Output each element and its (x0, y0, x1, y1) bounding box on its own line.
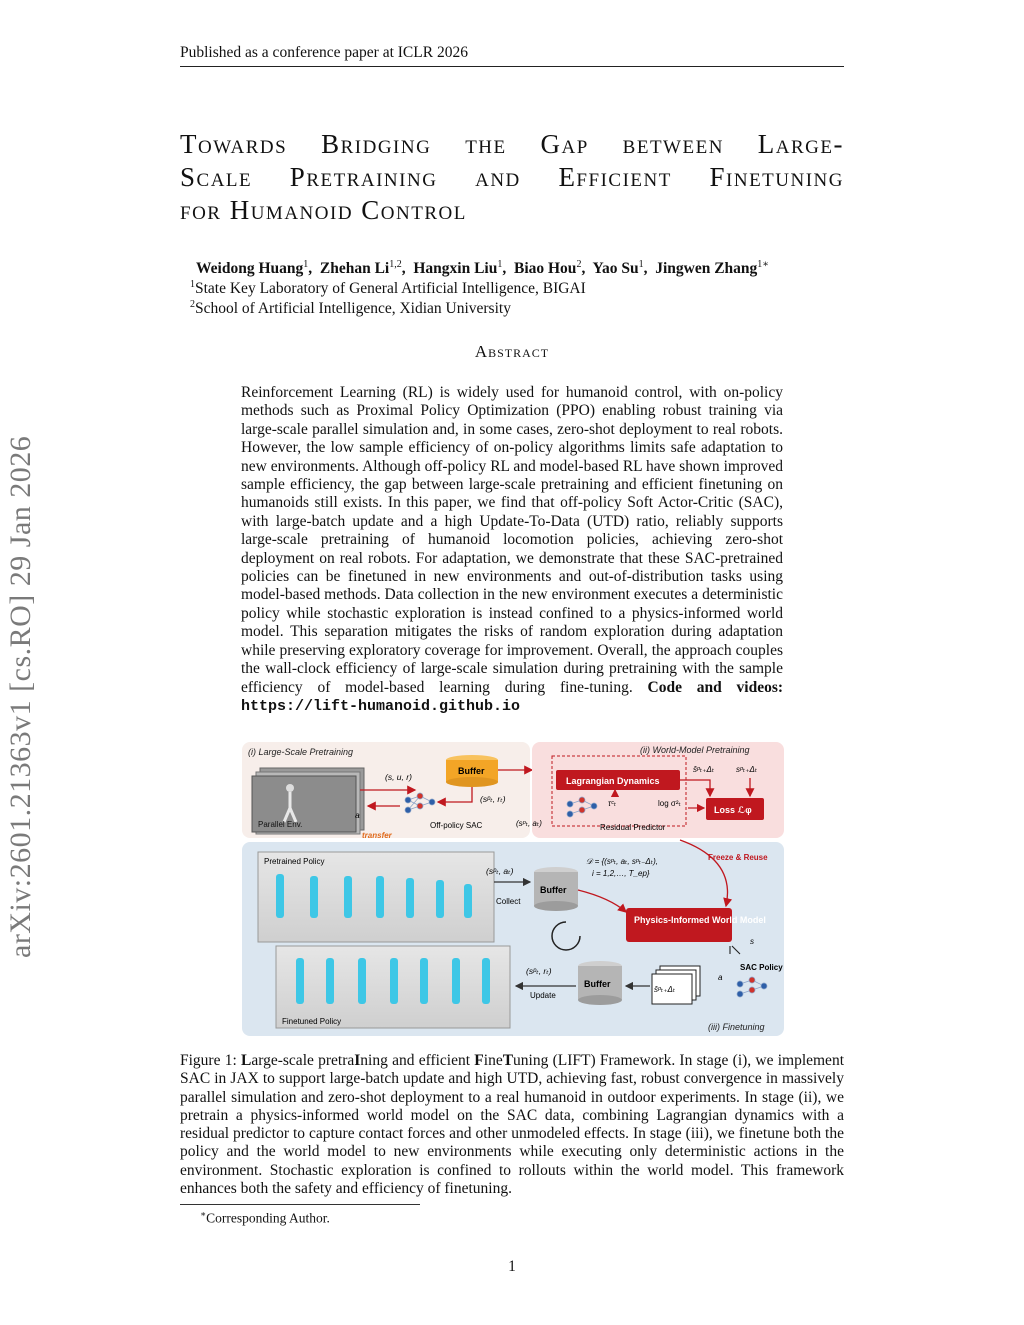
caption-name-part: ning and efficient (360, 1052, 475, 1069)
author-aff: 1,2 (389, 259, 402, 270)
world-model-label: Physics-Informed World Model (634, 915, 766, 925)
author-name: Zhehan Li (319, 260, 390, 278)
action-label: a (355, 810, 360, 820)
dataset-def-2: i = 1,2,…, T_ep} (592, 869, 650, 878)
code-label: Code and videos: (647, 678, 784, 696)
loss-label: Loss ℒφ (714, 805, 752, 815)
author-name: Biao Hou (513, 260, 577, 278)
abstract-body (241, 384, 783, 716)
stage3-label: (iii) Finetuning (708, 1022, 765, 1032)
update-label: Update (530, 991, 556, 1000)
caption-name-part: I (354, 1052, 361, 1069)
affiliation-mark: 1 (190, 279, 195, 290)
sur-label: (s, u, r) (385, 772, 412, 782)
author-aff: 2 (576, 259, 582, 270)
caption-name-part: L (241, 1052, 252, 1069)
title-line-3: for Humanoid Control (180, 195, 467, 225)
abstract-text: Reinforcement Learning (RL) is widely used for humanoid control, with on-policy methods such as Proximal Policy Optimization (PPO) enabling robust training via large-scale parallel simulation and, in some cases, zero-shot deployment to real robots. However, the low sample efficiency of on-policy algorithms limits safe adaptation to new environments. Although off-policy RL and model-based RL have shown improved sample efficiency, the gap between large-scale pretraining and efficient finetuning on humanoids still exists. In this paper, we find that off-policy Soft Actor-Critic (SAC), with large-batch update and a high Update-To-Data (UTD) ratio, reliably supports large-scale pretraining of humanoid locomotion policies, achieving zero-shot deployment on real robots. For adaptation, we demonstrate that these SAC-pretrained policies can be finetuned in new environments and out-of-distribution tasks using model-based methods. Data collection in the new environment executes a deterministic policy while stochastic exploration is instead confined to a physics-informed world model. This separation mitigates the risks of random exploration during adaptation while preserving exploratory coverage for improvement. Overall, the approach couples the wall-clock efficiency of large-scale simulation during pretraining with the sample efficiency of model-based learning during fine-tuning. (241, 384, 783, 696)
finetuned-policy-label: Finetuned Policy (282, 1017, 342, 1026)
caption-label: Figure 1: (180, 1052, 237, 1069)
affiliation-1 (190, 279, 586, 298)
stage1-label: (i) Large-Scale Pretraining (248, 747, 354, 757)
running-header: Published as a conference paper at ICLR 2026 (180, 44, 468, 61)
author-name: Yao Su (592, 260, 639, 278)
lagrangian-label: Lagrangian Dynamics (566, 776, 660, 786)
residual-label: Residual Predictor (600, 823, 666, 832)
header-rule (180, 66, 844, 67)
framework-figure (240, 740, 786, 1038)
author-aff: 1 (497, 259, 503, 270)
figure-diagram (240, 740, 786, 1038)
title-line-2: Scale Pretraining and Efficient Finetuning (180, 162, 844, 192)
abstract-heading: Abstract (474, 342, 550, 361)
author-name: Weidong Huang (196, 260, 304, 278)
title-line-1: Towards Bridging the Gap between Large- (180, 129, 844, 159)
spr-label: (sᵖₜ, rₜ) (480, 794, 506, 804)
caption-text: In stage (i), we implement SAC in JAX to support large-batch update and high UTD, achieving fast, robust convergence in massively parallel simulation and zero-shot deployment to a real humanoid in outdoor experiments. In stage (ii), we pretrain a physics-informed world model on the SAC data, combining Lagrangian dynamics with a residual predictor to capture contact forces and other unmodeled effects. In stage (iii), we finetune both the policy and the world model to new environments while executing only deterministic actions in the environment. Stochastic exploration is confined to rollouts within the world model. This framework enhances both the safety and efficiency of finetuning. (180, 1052, 844, 1198)
dataset-def-1: 𝒟 = {(sᵖₜ, aₜ, sᵖₜ₋Δₜ), (586, 857, 658, 866)
figure-caption (180, 1052, 844, 1198)
shat-label: ŝᵖₜ₊Δₜ (693, 765, 715, 774)
caption-name-part: F (474, 1052, 484, 1069)
affiliation-text: State Key Laboratory of General Artificial Intelligence, BIGAI (195, 280, 586, 298)
paper-title (180, 128, 844, 227)
collect-label: Collect (496, 897, 521, 906)
spr3-label: (sᵖₜ, rₜ) (526, 966, 552, 976)
a3-label: a (718, 973, 723, 982)
stage2-label: (ii) World-Model Pretraining (640, 745, 750, 755)
caption-name-part: uning (LIFT) Framework. (513, 1052, 676, 1069)
buffer-label: Buffer (458, 766, 485, 776)
spa-label: (sᵖₜ, aₜ) (516, 819, 542, 828)
parallel-env-label: Parallel Env. (258, 820, 303, 829)
freeze-reuse-label: Freeze & Reuse (708, 853, 768, 862)
buffer3b-label: Buffer (584, 979, 611, 989)
footnote (200, 1209, 330, 1227)
footnote-mark: ∗ (200, 1209, 207, 1219)
world-model-box (626, 908, 732, 942)
author-aff: 1 (303, 259, 309, 270)
s-label: s (750, 937, 754, 946)
sac-policy-label: SAC Policy (740, 963, 783, 972)
spa3-label: (sᵖₜ, aₜ) (486, 866, 514, 876)
project-link[interactable]: https://lift-humanoid.github.io (241, 697, 521, 715)
footnote-text: Corresponding Author. (206, 1210, 330, 1226)
affiliation-mark: 2 (190, 299, 195, 310)
shat3-label: ŝᵖₜ₊Δₜ (654, 985, 676, 994)
author-name: Hangxin Liu (413, 260, 498, 278)
log-sigma-label: log σ²ₜ (658, 799, 681, 808)
footnote-rule (180, 1204, 420, 1205)
page-number: 1 (508, 1258, 516, 1275)
author-aff: 1∗ (757, 259, 770, 270)
affiliation-2 (190, 299, 511, 318)
author-name: Jingwen Zhang (655, 260, 758, 278)
tau-label: τᶜₜ (608, 799, 617, 808)
caption-name-part: arge-scale pretra (251, 1052, 355, 1069)
buffer3a-label: Buffer (540, 885, 567, 895)
author-list: Weidong Huang$^1$, Zhehan Li$^{1,2}$, Hangxin Liu$^1$, Biao Hou$^2$, Yao Su$^1$, Jingwen Zhang$^{1∗}$ (196, 259, 770, 278)
author-aff: 1 (638, 259, 644, 270)
snext-label: sᵖₜ₊Δₜ (736, 765, 758, 774)
arxiv-stamp: arXiv:2601.21363v1 [cs.RO] 29 Jan 2026 (4, 435, 37, 958)
caption-name-part: ine (483, 1052, 503, 1069)
robot-icon (286, 784, 294, 792)
caption-name-part: T (502, 1052, 514, 1069)
offpolicy-sac-label: Off-policy SAC (430, 821, 483, 830)
transfer-label: transfer (362, 831, 392, 840)
pretrained-policy-label: Pretrained Policy (264, 857, 325, 866)
affiliation-text: School of Artificial Intelligence, Xidian University (195, 300, 511, 318)
